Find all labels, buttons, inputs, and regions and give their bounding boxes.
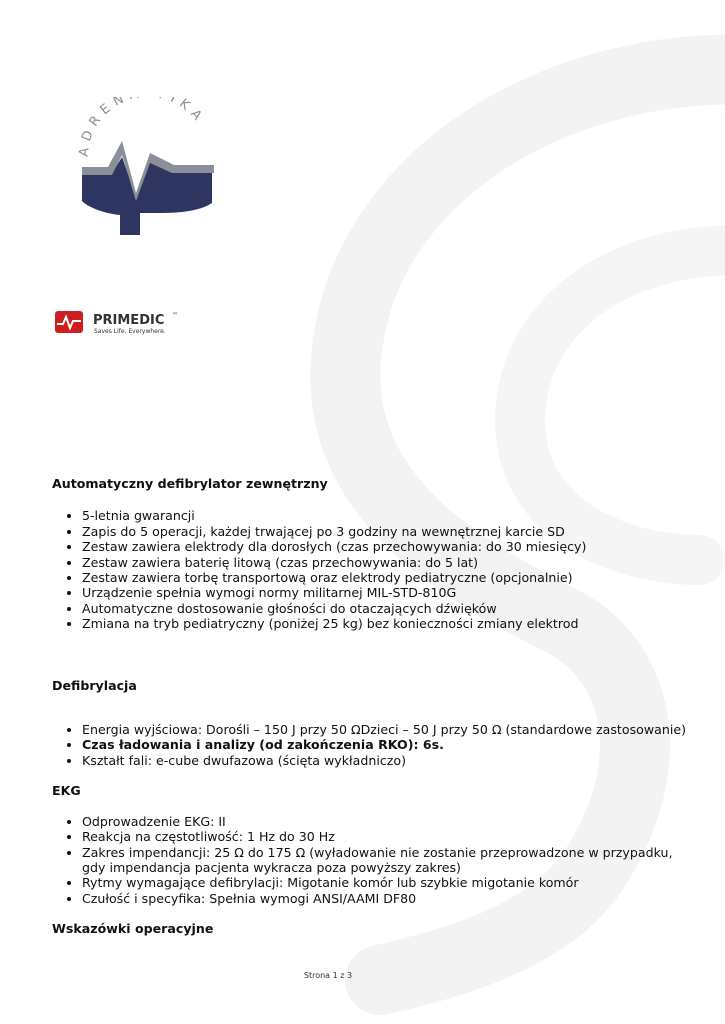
list-item: • Automatyczne dostosowanie głośności do otaczających dźwięków [82,601,692,616]
list-item: • Zmiana na tryb pediatryczny (poniżej 25 kg) bez konieczności zmiany elektrod [82,616,692,631]
list-item: • Czas ładowania i analizy (od zakończenia RKO): 6s. [82,737,692,752]
list-item: • Urządzenie spełnia wymogi normy militarnej MIL-STD-810G [82,585,692,600]
list-item: • 5-letnia gwarancji [82,508,692,523]
list-item: • Zestaw zawiera elektrody dla dorosłych (czas przechowywania: do 30 miesięcy) [82,539,692,554]
ekg-list [52,814,692,906]
primedic-brand: PRIMEDIC [93,313,165,328]
list-item: • Zestaw zawiera baterię litową (czas przechowywania: do 5 lat) [82,555,692,570]
list-item: • Reakcja na częstotliwość: 1 Hz do 30 Hz [82,829,692,844]
list-item: • Zapis do 5 operacji, każdej trwającej po 3 godziny na wewnętrznej karcie SD [82,524,692,539]
section-heading-operational: Wskazówki operacyjne [52,921,214,937]
feature-list [52,508,692,631]
primedic-tagline: Saves Life. Everywhere. [94,328,166,335]
section-heading-aed: Automatyczny defibrylator zewnętrzny [52,476,328,491]
list-item: • Zestaw zawiera torbę transportową oraz elektrody pediatryczne (opcjonalnie) [82,570,692,585]
defibrillation-list [52,722,692,768]
svg-text:ADRENALTIKA: ADREN IKA [76,97,209,158]
primedic-tm: ™ [172,312,178,319]
primedic-logo [54,308,194,338]
list-item: • Kształt fali: e-cube dwufazowa (ścięta wykładniczo) [82,753,692,768]
list-item: • Energia wyjściowa: Dorośli – 150 J przy 50 ΩDzieci – 50 J przy 50 Ω (standardowe zastosowanie) [82,722,692,737]
section-heading-ekg: EKG [52,783,81,799]
section-heading-defibrylacja: Defibrylacja [52,677,137,693]
page-footer: Strona 1 z 3 [303,971,353,980]
document-content [52,476,692,937]
list-item: • Zakres impendancji: 25 Ω do 175 Ω (wyładowanie nie zostanie przeprowadzone w przypadku, gdy impendancja pacjenta wykracza poza powyższy zakres) [82,845,692,876]
list-item: • Czułość i specyfika: Spełnia wymogi ANSI/AAMI DF80 [82,891,692,906]
adrenaltika-logo-graphic [50,97,230,245]
list-item: • Rytmy wymagające defibrylacji: Migotanie komór lub szybkie migotanie komór [82,875,692,890]
list-item: • Odprowadzenie EKG: II [82,814,692,829]
adrenaltika-logo [50,97,230,245]
